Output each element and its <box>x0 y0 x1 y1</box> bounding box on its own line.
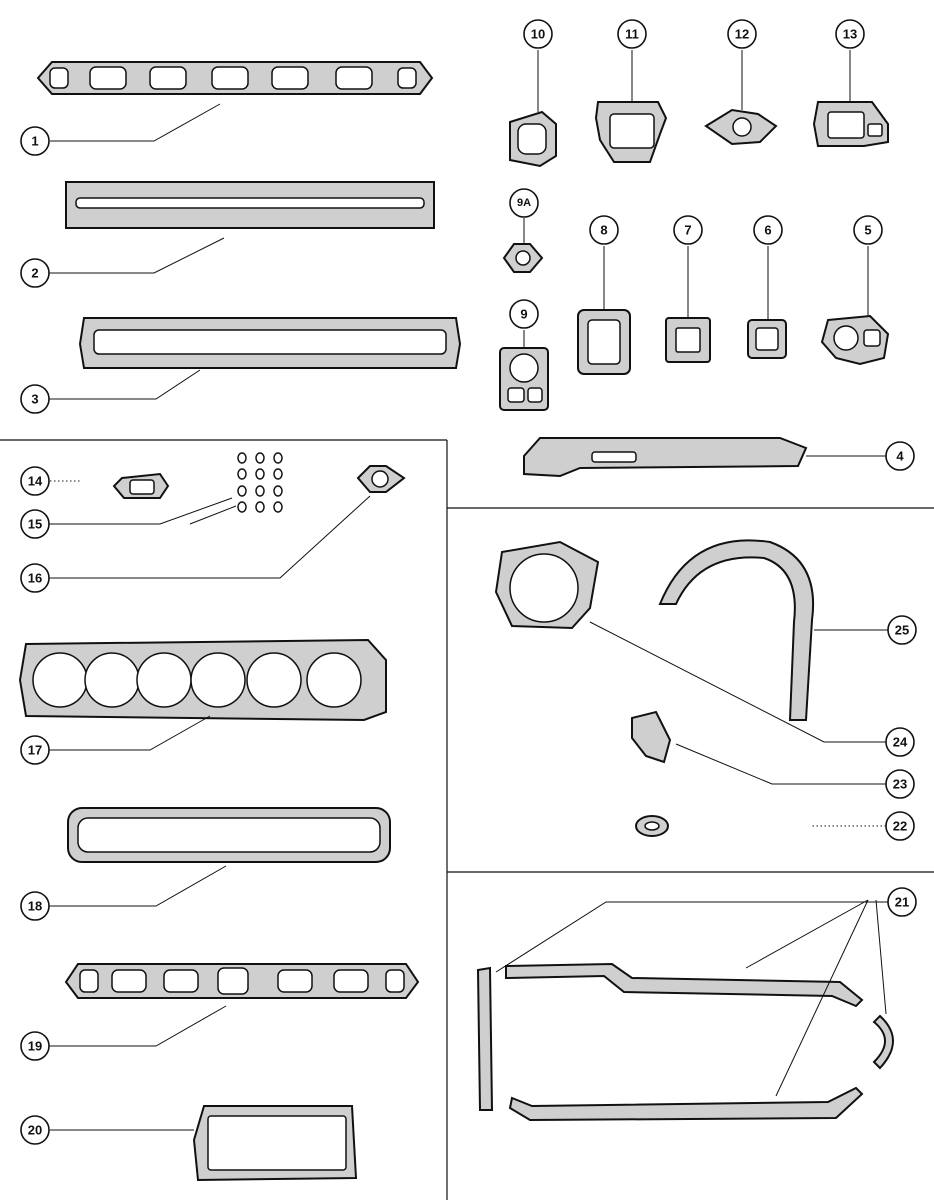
callout-8 <box>590 216 618 244</box>
callout-7 <box>674 216 702 244</box>
callout-25 <box>888 616 916 644</box>
callout-17 <box>21 736 49 764</box>
callout-18 <box>21 892 49 920</box>
svg-text:16: 16 <box>27 570 43 586</box>
gasket-part-25 <box>660 540 813 720</box>
svg-text:25: 25 <box>894 622 910 638</box>
svg-text:13: 13 <box>842 26 858 42</box>
gasket-part-17 <box>20 640 386 720</box>
gasket-part-20 <box>194 1106 356 1180</box>
svg-text:19: 19 <box>27 1038 43 1054</box>
svg-text:8: 8 <box>600 222 608 238</box>
gasket-part-19 <box>66 964 418 998</box>
gasket-part-23 <box>632 712 670 762</box>
gasket-part-9 <box>500 348 548 410</box>
callout-2 <box>21 259 49 287</box>
callout-15 <box>21 510 49 538</box>
gasket-part-5 <box>822 316 888 364</box>
callout-5 <box>854 216 882 244</box>
svg-text:10: 10 <box>530 26 546 42</box>
svg-text:24: 24 <box>892 734 908 750</box>
callout-13 <box>836 20 864 48</box>
callout-16 <box>21 564 49 592</box>
callout-23 <box>886 770 914 798</box>
svg-text:14: 14 <box>27 473 43 489</box>
svg-text:7: 7 <box>684 222 692 238</box>
callout-21 <box>888 888 916 916</box>
svg-text:20: 20 <box>27 1122 43 1138</box>
gasket-part-2 <box>66 182 434 228</box>
svg-text:23: 23 <box>892 776 908 792</box>
gasket-part-1 <box>38 62 432 94</box>
gasket-part-4 <box>524 438 806 476</box>
callout-12 <box>728 20 756 48</box>
gasket-part-3 <box>80 318 460 368</box>
callout-3 <box>21 385 49 413</box>
gasket-part-14 <box>114 474 168 498</box>
callout-11 <box>618 20 646 48</box>
gasket-part-22 <box>636 816 668 836</box>
gasket-part-7 <box>666 318 710 362</box>
svg-text:2: 2 <box>31 265 39 281</box>
callout-6 <box>754 216 782 244</box>
svg-text:18: 18 <box>27 898 43 914</box>
svg-text:9A: 9A <box>516 197 532 209</box>
gasket-part-13 <box>814 102 888 146</box>
callout-9 <box>510 300 538 328</box>
callout-24 <box>886 728 914 756</box>
svg-text:12: 12 <box>734 26 750 42</box>
callout-22 <box>886 812 914 840</box>
callout-10 <box>524 20 552 48</box>
svg-text:5: 5 <box>864 222 872 238</box>
svg-text:21: 21 <box>894 894 910 910</box>
gasket-part-21 <box>478 964 893 1120</box>
svg-text:22: 22 <box>892 818 908 834</box>
svg-text:6: 6 <box>764 222 772 238</box>
svg-text:11: 11 <box>625 26 639 42</box>
svg-text:17: 17 <box>27 742 43 758</box>
svg-text:3: 3 <box>31 391 39 407</box>
gasket-part-15 <box>238 453 282 512</box>
gasket-part-6 <box>748 320 786 358</box>
gasket-part-18 <box>68 808 390 862</box>
gasket-part-24 <box>496 542 598 628</box>
svg-text:4: 4 <box>896 448 904 464</box>
callout-9a <box>510 189 538 217</box>
gasket-part-12 <box>706 110 776 144</box>
gasket-part-9a <box>504 244 542 272</box>
svg-text:15: 15 <box>27 516 43 532</box>
callout-19 <box>21 1032 49 1060</box>
gasket-part-10 <box>510 112 556 166</box>
gasket-part-16 <box>358 466 404 492</box>
callout-1 <box>21 127 49 155</box>
svg-text:1: 1 <box>31 133 39 149</box>
gasket-part-11 <box>596 102 666 162</box>
svg-text:9: 9 <box>520 306 528 322</box>
callout-4 <box>886 442 914 470</box>
callout-20 <box>21 1116 49 1144</box>
gasket-part-8 <box>578 310 630 374</box>
callout-14 <box>21 467 49 495</box>
